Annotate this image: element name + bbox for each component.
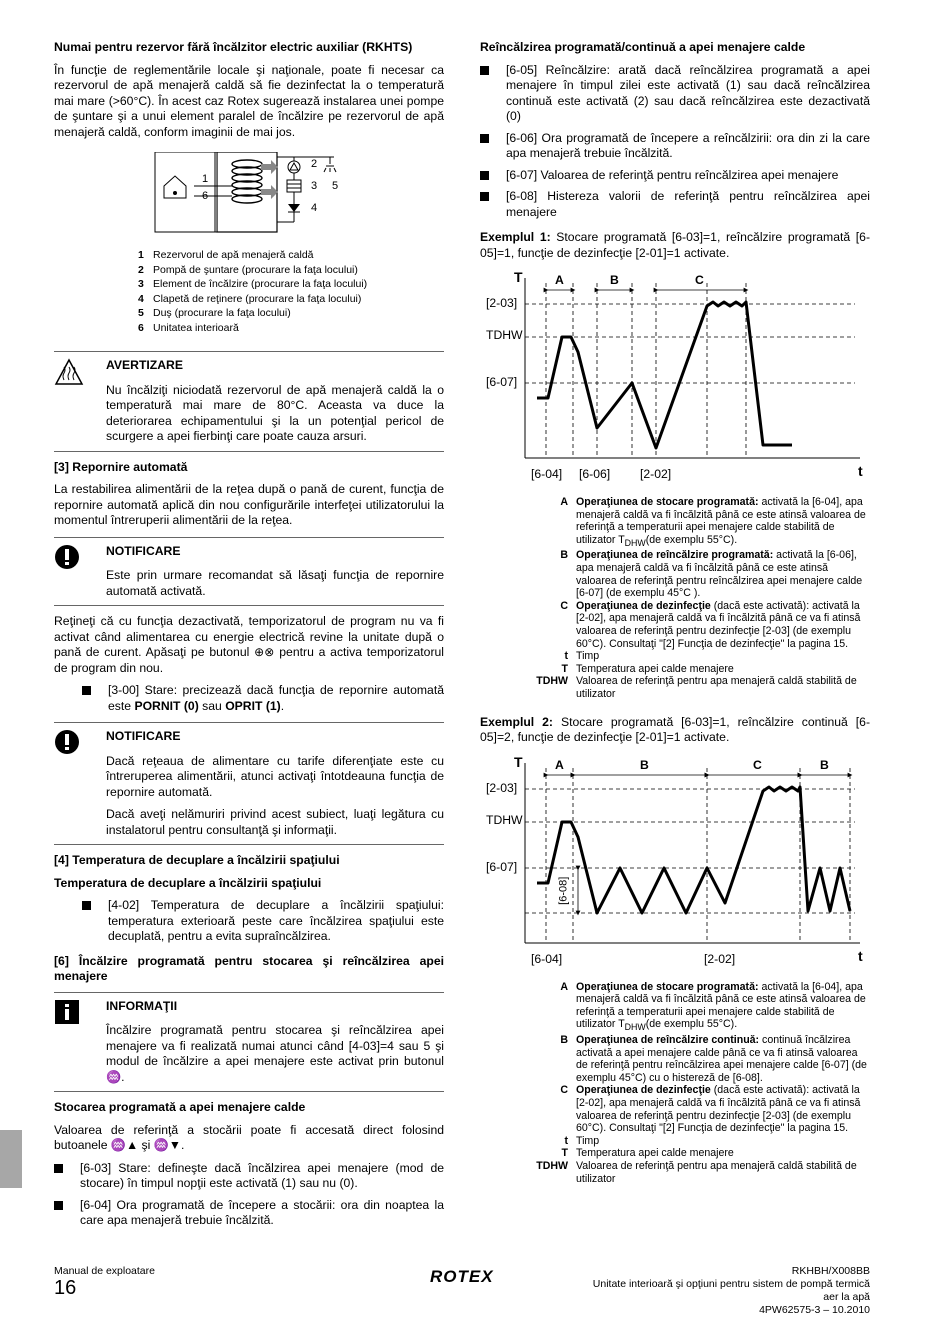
- caption-row: t Timp: [564, 1134, 600, 1147]
- tank-figure: [54, 152, 444, 242]
- legend-item: 1 Rezervorul de apă menajeră caldă: [138, 249, 314, 261]
- section-title: [4] Temperatura de decuplare a încălzirii spaţiului: [54, 853, 340, 867]
- fig-label-6: 6: [202, 190, 209, 202]
- caption-row: B Operaţiunea de reîncălzire continuă: continuă încălzirea activată a apei menajere calde până ce va fi atinsă valoarea de referinţă pentru reîncălzirea apei menajere calde [6-07] (de exemplu 45°C) cu o histereză de [6-08].: [560, 1034, 867, 1084]
- exclamation-icon: [54, 544, 106, 600]
- bullet-item: [3-00] Stare: precizează dacă funcţia de repornire automată este PORNIT (0) sau OPRIT (1).: [82, 683, 444, 714]
- notice-text: Este prin urmare recomandat să lăsaţi funcţia de repornire automată activată.: [106, 568, 444, 598]
- legend-item: 3 Element de încălzire (procurare la faţa locului): [138, 278, 368, 290]
- caption-row: T Temperatura apei calde menajere: [561, 662, 734, 675]
- y-tick-label: TDHW: [486, 812, 523, 827]
- example-heading: Exemplul 1: Stocare programată [6-03]=1, reîncălzire programată [6-05]=1, funcţie de dezinfecţie [2-01]=1 activate.: [480, 230, 870, 260]
- exclamation-icon: [54, 729, 106, 838]
- section-title: [3] Repornire automată: [54, 459, 188, 474]
- info-title: INFORMAŢII: [106, 998, 178, 1013]
- phase-label: C: [695, 273, 704, 287]
- graph-2-caption: [536, 981, 870, 1186]
- footer-desc-2: aer la apă: [823, 1291, 870, 1303]
- bullet-item: [6-03] Stare: defineşte dacă încălzirea apei menajere (mod de stocare) în timpul nopţii este activată (1) sau nu (0).: [54, 1161, 444, 1192]
- axis-x-label: t: [858, 463, 863, 479]
- warning-title: AVERTIZARE: [106, 358, 183, 372]
- fig-label-3: 3: [311, 180, 318, 192]
- axis-y-label: T: [514, 753, 523, 770]
- axis-y-label: T: [514, 269, 523, 285]
- axis-x-label: t: [858, 947, 863, 964]
- fig-label-1: 1: [202, 173, 209, 185]
- fig-label-5: 5: [332, 180, 339, 192]
- legend-item: 5 Duş (procurare la faţa locului): [138, 307, 291, 319]
- x-tick-label: [6-04]: [531, 951, 563, 966]
- temperature-graph-2: [480, 753, 870, 975]
- notice-text: Dacă reţeaua de alimentare cu tarife diferenţiate este cu întreruperea alimentării, atunci activaţi întotdeauna funcţia de repornire automată.: [106, 753, 444, 799]
- section-title: Reîncălzirea programată/continuă a apei menajere calde: [480, 40, 806, 54]
- info-icon: [54, 999, 106, 1086]
- bullet-item: [4-02] Temperatura de decuplare a încălzirii spaţiului: temperatura exterioară peste care încălzirea spaţiului este decuplată, pentru a evita supraîncălzirea.: [82, 898, 444, 945]
- left-column: [54, 40, 444, 1235]
- info-text: Încălzire programată pentru stocarea şi reîncălzirea apei menajere va fi realizată numai atunci când [4-03]=4 sau 5 şi modul de încălzire a apei menajere este activat prin butonul ♒.: [106, 1023, 444, 1084]
- legend-item: 4 Clapetă de reţinere (procurare la faţa locului): [138, 292, 362, 305]
- notice-text: Dacă aveţi nelămuriri privind acest subiect, luaţi legătura cu instalatorul pentru consultanţă şi informaţii.: [106, 807, 444, 837]
- fig-label-4: 4: [311, 202, 318, 214]
- hysteresis-label: [6-08]: [557, 876, 570, 905]
- caption-row: T Temperatura apei calde menajere: [561, 1147, 734, 1160]
- footer-manual: Manual de exploatare: [54, 1265, 155, 1277]
- paragraph: În funcţie de reglementările locale şi naţionale, poate fi necesar ca rezervorul de apă menajeră caldă să fie dezinfectat la o temperatură mai mare (>60°C). În acest caz Rotex sugerează instalarea unei pompe de şuntare şi a unui element paralel de încălzire pe rezervorul de apă menajeră caldă, conform imaginii de mai jos.: [54, 62, 444, 139]
- phase-label: B: [820, 757, 829, 772]
- caption-row: C Operaţiunea de dezinfecţie (dacă este activată): activată la [2-02], apa menajeră caldă va fi încălzită până ce va fi atinsă valoarea de referinţă pentru dezinfecţie [2-03] (de exemplu 60°C). Consultaţi "[2] Funcţia de dezinfecţie" la pagina 15.: [560, 1084, 861, 1135]
- hot-surface-warning-icon: [54, 358, 106, 445]
- phase-label: C: [753, 757, 762, 772]
- section-title: Stocarea programată a apei menajere calde: [54, 1100, 306, 1114]
- example-heading: Exemplul 2: Stocare programată [6-03]=1, reîncălzire continuă [6-05]=2, funcţie de dezinfecţie [2-01]=1 activate.: [480, 714, 871, 745]
- phase-label: A: [555, 273, 564, 287]
- tank-diagram: [54, 152, 454, 242]
- section-title: Numai pentru rezervor fără încălzitor electric auxiliar (RKHTS): [54, 40, 413, 54]
- x-tick-label: [2-02]: [640, 467, 672, 481]
- legend-item: 2 Pompă de şuntare (procurare la faţa locului): [138, 263, 358, 276]
- caption-row: TDHW Valoarea de referinţă pentru apa menajeră caldă stabilită de utilizator: [536, 1160, 857, 1185]
- phase-label: B: [610, 273, 619, 287]
- footer-code: 4PW62575-3 – 10.2010: [759, 1304, 870, 1316]
- x-tick-label: [6-06]: [579, 467, 611, 481]
- rotex-logo: ROTEX: [430, 1267, 494, 1286]
- y-tick-label: [6-07]: [486, 375, 518, 389]
- paragraph: La restabilirea alimentării de la reţea după o pană de curent, funcţia de repornire automată aplică din nou configurările interfeţei utilizatorului la momentul întreruperii alimentării de la reţea.: [54, 482, 444, 527]
- x-tick-label: [2-02]: [704, 951, 736, 966]
- figure-legend: [138, 248, 444, 335]
- legend-item: 6 Unitatea interioară: [138, 321, 239, 334]
- right-column: [480, 40, 870, 1185]
- footer-model: RKHBH/X008BB: [791, 1265, 870, 1277]
- side-tab: [0, 1130, 22, 1188]
- y-tick-label: [2-03]: [486, 780, 518, 795]
- warning-text: Nu încălziţi niciodată rezervorul de apă menajeră caldă la o temperatură mai mare de 80°C. Aceasta va duce la deteriorarea echipamentului şi la un potenţial pericol de scurgere a apei fierbinţi care poate cauza arsuri.: [106, 382, 444, 443]
- notice-title: NOTIFICARE: [106, 729, 181, 743]
- caption-row: A Operaţiunea de stocare programată: activată la [6-04], apa menajeră caldă va fi încălzită până ce este atinsă valoarea de referinţă a temperaturii apei menajere calde stabilită de utilizator $T_{DHW}(de$ exemplu 55°C).: [560, 496, 866, 548]
- warning-box: [54, 351, 444, 452]
- temperature-graph-1: [480, 268, 870, 490]
- graph-example-2: [480, 753, 870, 975]
- caption-row: A Operaţiunea de stocare programată: activată la [6-04], apa menajeră caldă va fi încălzită până ce este atinsă valoarea de referinţă a temperaturii apei menajere calde stabilită de utilizator $T_{DHW}(de$ exemplu 55°C).: [560, 980, 866, 1033]
- page-footer: [54, 1262, 870, 1316]
- notice-title: NOTIFICARE: [106, 543, 181, 558]
- subsection-title: Temperatura de decuplare a încălzirii spaţiului: [54, 875, 322, 890]
- bullet-item: [6-07] Valoarea de referinţă pentru reîncălzirea apei menajere: [480, 168, 870, 184]
- bullet-item: [6-06] Ora programată de începere a reîncălzirii: ora din zi la care apa menajeră trebuie încălzită.: [480, 131, 870, 162]
- caption-row: t Timp: [564, 650, 600, 663]
- phase-label: A: [555, 757, 564, 772]
- notice-box: [54, 537, 444, 607]
- fig-label-2: 2: [311, 158, 318, 170]
- y-tick-label: [2-03]: [486, 296, 518, 310]
- section-title: [6] Încălzire programată pentru stocarea şi reîncălzirea apei menajere: [54, 953, 444, 983]
- bullet-item: [6-05] Reîncălzire: arată dacă reîncălzirea programată a apei menajere în timpul zilei este activată (1) sau dacă reîncălzirea continuă este activată (2) sau dacă reîncălzirea este dezactivată (0): [480, 63, 870, 125]
- bullet-item: [6-04] Ora programată de începere a stocării: ora din noaptea la care apa menajeră trebuie încălzită.: [54, 1198, 444, 1229]
- y-tick-label: [6-07]: [486, 859, 518, 874]
- x-tick-label: [6-04]: [531, 467, 563, 481]
- caption-row: TDHW Valoarea de referinţă pentru apa menajeră caldă stabilită de utilizator: [536, 675, 857, 701]
- notice-box: [54, 722, 444, 845]
- y-tick-label: TDHW: [486, 328, 523, 342]
- paragraph: Valoarea de referinţă a stocării poate fi accesată direct folosind butoanele ♒▲ şi ♒▼.: [54, 1122, 444, 1152]
- caption-row: C Operaţiunea de dezinfecţie (dacă este activată): activată la [2-02], apa menajeră caldă va fi încălzită până ce va fi atinsă valoarea de referinţă pentru dezinfecţie [2-03] (de exemplu 60°C). Consultaţi "[2] Funcţia de dezinfecţie" la pagina 15.: [560, 599, 861, 650]
- page-number: 16: [54, 1277, 77, 1299]
- graph-1-caption: [536, 496, 870, 701]
- info-box: [54, 992, 444, 1093]
- caption-row: B Operaţiunea de reîncălzire programată: activată la [6-06], apa menajeră caldă va fi încălzită până ce este atinsă valoarea de referinţă pentru reîncălzirea apei menajere calde [6-07] (de exemplu 45°C ).: [560, 549, 863, 600]
- bullet-item: [6-08] Histereza valorii de referinţă pentru reîncălzirea apei menajere: [480, 189, 870, 220]
- graph-example-1: [480, 268, 870, 490]
- footer-desc-1: Unitate interioară şi opţiuni pentru sistem de pompă termică: [592, 1278, 870, 1290]
- paragraph: Reţineţi că cu funcţia dezactivată, temporizatorul de program nu va fi activat când alimentarea cu energie electrică revine la unitate după o pană de curent. Apăsaţi pe butonul ⊕⊗ pentru a activa temporizatorul de program din nou.: [54, 614, 444, 675]
- phase-label: B: [640, 757, 649, 772]
